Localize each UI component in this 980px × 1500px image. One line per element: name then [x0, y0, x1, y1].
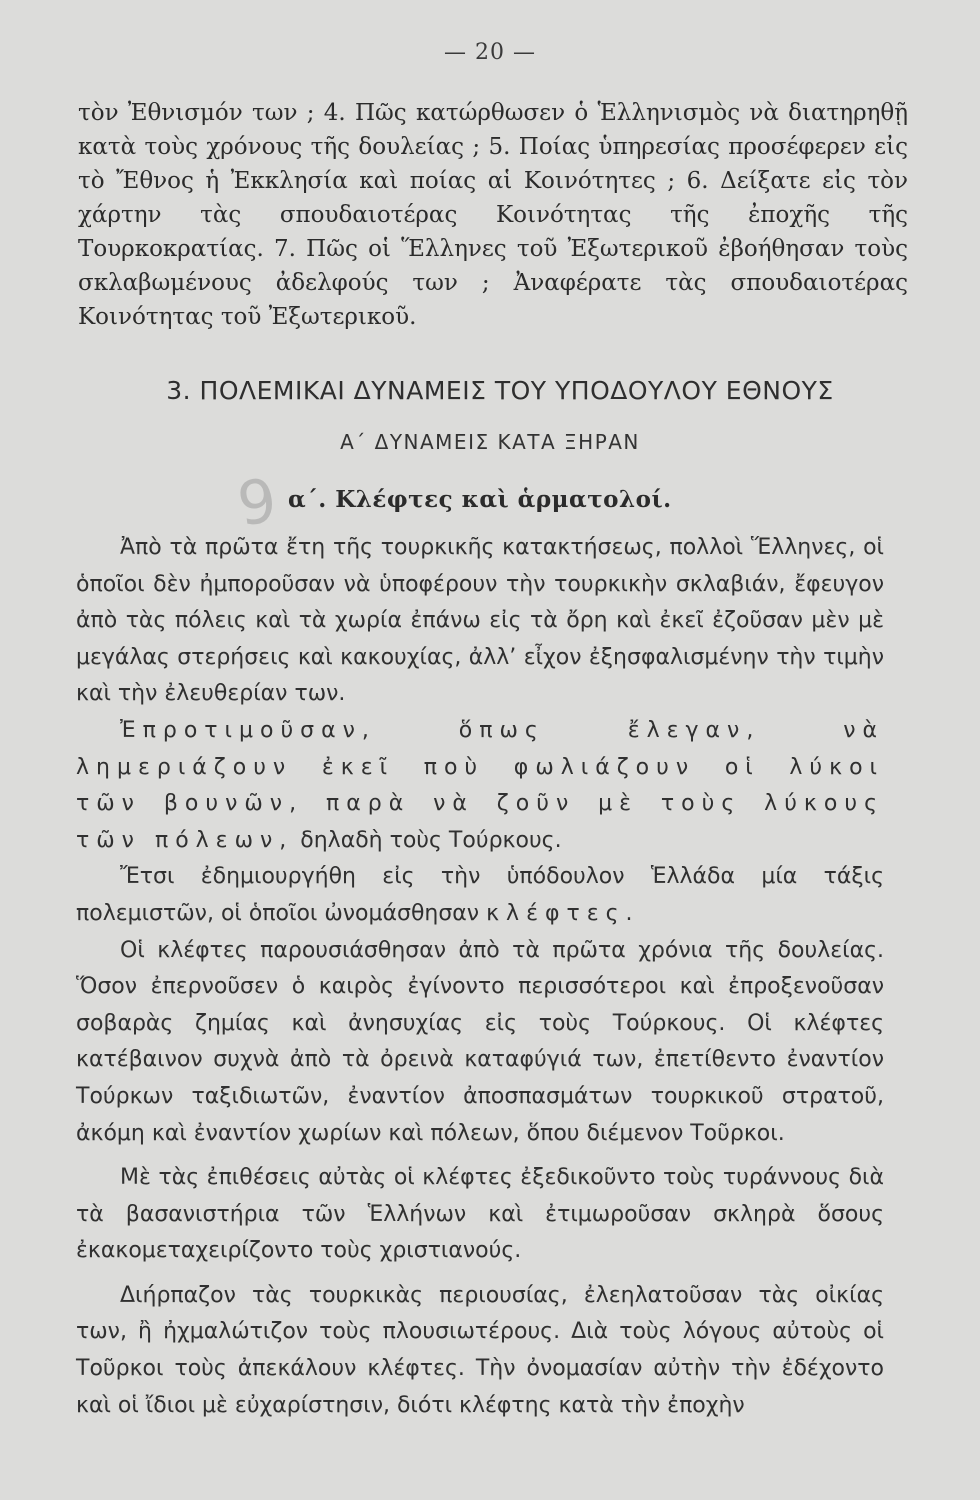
page-number: — 20 — — [444, 40, 536, 65]
paragraph-5: Μὲ τὰς ἐπιθέσεις αὐτὰς οἱ κλέφτες ἐξεδικοῦντο τοὺς τυράννους διὰ τὰ βασανιστήρια τῶν Ἑλλήνων καὶ ἐτιμωροῦσαν σκληρὰ ὅσους ἐκακομεταχειρίζοντο τοὺς χριστιανούς. — [76, 1165, 884, 1264]
paragraph-3-end: . — [625, 900, 633, 926]
handwritten-margin-mark: 9 — [233, 465, 281, 541]
paragraph-3 — [76, 859, 884, 932]
chapter-heading: α΄. Κλέφτες καὶ ἁρματολοί. — [288, 486, 672, 513]
paragraph-3-main: Ἔτσι ἐδημιουργήθη εἰς τὴν ὑπόδουλον Ἑλλάδα μία τάξις πολεμιστῶν, οἱ ὁποῖοι ὠνομάσθησαν — [76, 864, 884, 926]
section-title: 3. ΠΟΛΕΜΙΚΑΙ ΔΥΝΑΜΕΙΣ ΤΟΥ ΥΠΟΔΟΥΛΟΥ ΕΘΝΟΥΣ — [166, 376, 834, 405]
subsection-title: Α΄ ΔΥΝΑΜΕΙΣ ΚΑΤΑ ΞΗΡΑΝ — [340, 430, 640, 454]
paragraph-4: Οἱ κλέφτες παρουσιάσθησαν ἀπὸ τὰ πρῶτα χρόνια τῆς δουλείας. Ὅσον ἐπερνοῦσεν ὁ καιρὸς ἐγίνοντο περισσότεροι καὶ ἐπροξενοῦσαν σοβαρὰς ζημίας καὶ ἀνησυχίας εἰς τοὺς Τούρκους. Οἱ κλέφτες κατέβαινον συχνὰ ἀπὸ τὰ ὀρεινὰ καταφύγιά των, ἐπετίθεντο ἐναντίον Τούρκων ταξιδιωτῶν, ἐναντίον ἀποσπασμάτων τουρκικοῦ στρατοῦ, ἀκόμη καὶ ἐναντίον χωρίων καὶ πόλεων, ὅπου διέμενον Τοῦρκοι. — [76, 937, 884, 1146]
spaced-quote: Ἐπροτιμοῦσαν, ὅπως ἔλεγαν, νὰ λημεριάζουν ἐκεῖ ποὺ φωλιάζουν οἱ λύκοι τῶν βουνῶν, παρὰ νὰ ζοῦν μὲ τοὺς λύκους τῶν πόλεων, — [76, 717, 884, 853]
review-questions: τὸν Ἐθνισμόν των ; 4. Πῶς κατώρθωσεν ὁ Ἑλληνισμὸς νὰ διατηρηθῇ κατὰ τοὺς χρόνους τῆς δουλείας ; 5. Ποίας ὑπηρεσίας προσέφερεν εἰς τὸ Ἔθνος ἡ Ἐκκλησία καὶ ποίας αἱ Κοινότητες ; 6. Δείξατε εἰς τὸν χάρτην τὰς σπουδαιοτέρας Κοινότητας τῆς ἐποχῆς τῆς Τουρκοκρατίας. 7. Πῶς οἱ Ἕλληνες τοῦ Ἐξωτερικοῦ ἐβοήθησαν τοὺς σκλαβωμένους ἀδελφούς των ; Ἀναφέρατε τὰς σπουδαιοτέρας Κοινότητας τοῦ Ἐξωτερικοῦ. — [78, 100, 908, 330]
paragraph-6: Διήρπαζον τὰς τουρκικὰς περιουσίας, ἐλεηλατοῦσαν τὰς οἰκίας των, ἢ ἠχμαλώτιζον τοὺς πλουσιωτέρους. Διὰ τοὺς λόγους αὐτοὺς οἱ Τοῦρκοι τοὺς ἀπεκάλουν κλέφτες. Τὴν ὀνομασίαν αὐτὴν τὴν ἐδέχοντο καὶ οἱ ἴδιοι μὲ εὐχαρίστησιν, διότι κλέφτης κατὰ τὴν ἐποχὴν — [76, 1282, 884, 1418]
paragraph-1: Ἀπὸ τὰ πρῶτα ἔτη τῆς τουρκικῆς κατακτήσεως, πολλοὶ Ἕλληνες, οἱ ὁποῖοι δὲν ἠμποροῦσαν νὰ ὑποφέρουν τὴν τουρκικὴν σκλαβιάν, ἔφευγον ἀπὸ τὰς πόλεις καὶ τὰ χωρία ἐπάνω εἰς τὰ ὄρη καὶ ἐκεῖ ἐζοῦσαν μὲν μὲ μεγάλας στερήσεις καὶ κακουχίας, ἀλλ’ εἶχον ἐξησφαλισμένην τὴν τιμὴν καὶ τὴν ἐλευθερίαν των. — [76, 535, 884, 707]
paragraph-2-end: δηλαδὴ τοὺς Τούρκους. — [293, 827, 562, 853]
spaced-term: κλέφτες — [486, 900, 626, 926]
paragraph-2 — [76, 713, 884, 859]
body-text — [76, 530, 884, 1424]
